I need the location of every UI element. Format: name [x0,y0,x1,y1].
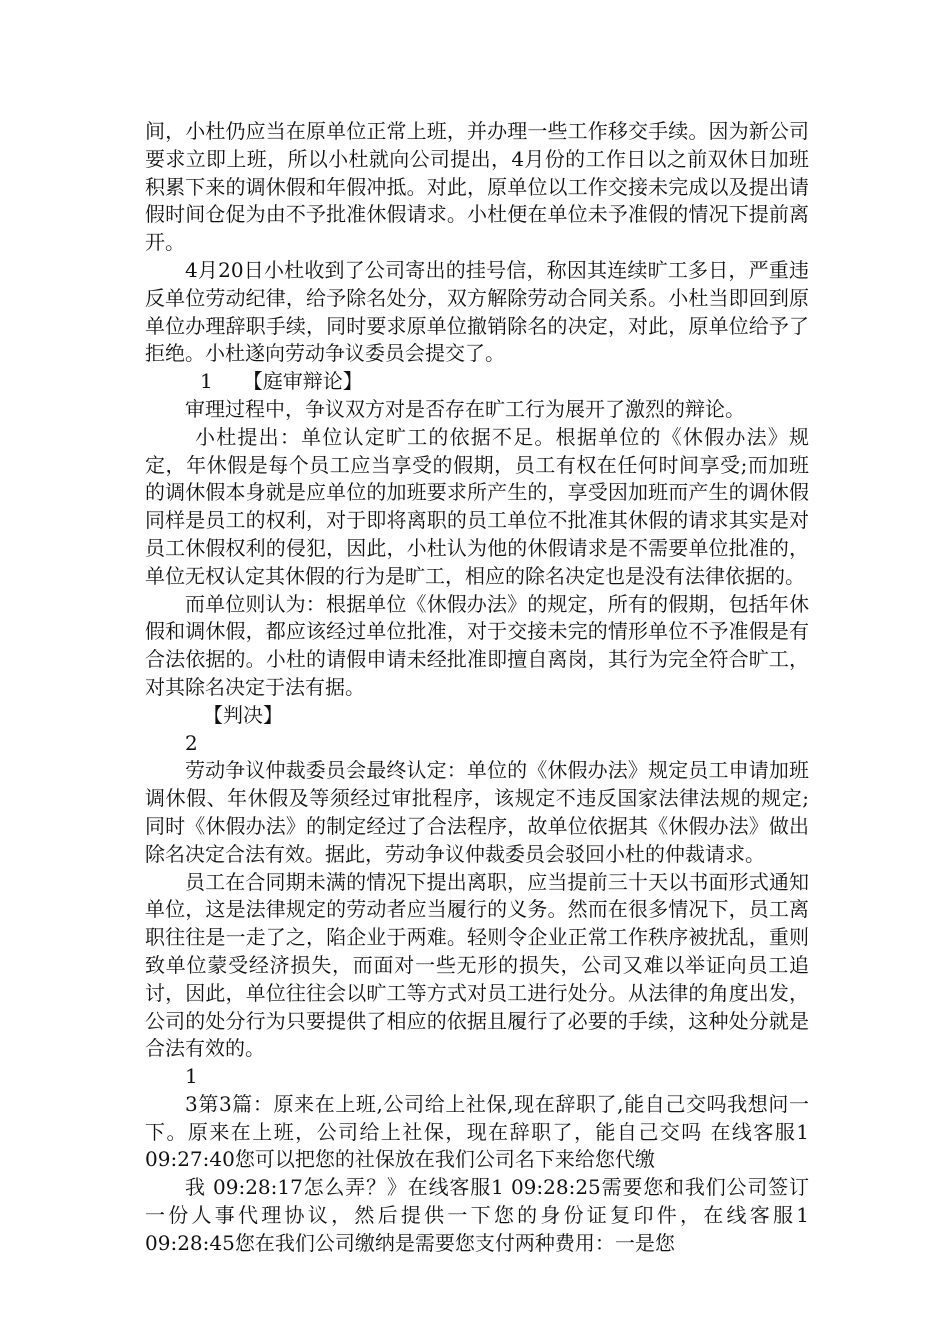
paragraph-3: 审理过程中，争议双方对是否存在旷工行为展开了激烈的辩论。 [185,396,745,421]
paragraph-5: 而单位则认为：根据单位《休假办法》的规定，所有的假期，包括年休假和调休假，都应该经过单位批准，对于交接未完的情形单位不予准假是有合法依据的。小杜的请假申请未经批准即擅自离岗，其行为完全符合旷工，对其除名决定于法有据。 [145,591,809,699]
paragraph-7: 员工在合同期未满的情况下提出离职，应当提前三十天以书面形式通知单位，这是法律规定的劳动者应当履行的义务。然而在很多情况下，员工离职往往是一走了之，陷企业于两难。轻则令企业正常工作秩序被扰乱，重则致单位蒙受经济损失，而面对一些无形的损失，公司又难以举证向员工追讨，因此，单位往往会以旷工等方式对员工进行处分。从法律的角度出发，公司的处分行为只要提供了相应的依据且履行了必要的手续，这种处分就是合法有效的。 [145,869,809,1061]
paragraph-6: 劳动争议仲裁委员会最终认定：单位的《休假办法》规定员工申请加班调休假、年休假及等须经过审批程序，该规定不违反国家法律法规的规定;同时《休假办法》的制定经过了合法程序，故单位依据其《休假办法》做出除名决定合法有效。据此，劳动争议仲裁委员会驳回小杜的仲裁请求。 [145,758,809,866]
paragraph-2: 4月20日小杜收到了公司寄出的挂号信，称因其连续旷工多日，严重违反单位劳动纪律，给予除名处分，双方解除劳动合同关系。小杜当即回到原单位办理辞职手续，同时要求原单位撤销除名的决定，对此，原单位给予了拒绝。小杜遂向劳动争议委员会提交了。 [145,257,809,366]
section-number: 1 [200,369,213,394]
paragraph-1: 间，小杜仍应当在原单位正常上班，并办理一些工作移交手续。因为新公司要求立即上班，所以小杜就向公司提出，4月份的工作日以之前双休日加班积累下来的调休假和年假冲抵。对此，原单位以工作交接未完成以及提出请假时间仓促为由不予批准休假请求。小杜便在单位未予准假的情况下提前离开。 [145,119,809,255]
section-number-3: 1 [185,1064,198,1089]
paragraph-9: 我 09:28:17怎么弄？》在线客服1 09:28:25需要您和我们公司签订一份人事代理协议，然后提供一下您的身份证复印件，在线客服1 09:28:45您在我们公司缴纳是需要您支付两种费用：一是您 [145,1175,809,1255]
document-page [145,118,809,1258]
section-title: 【庭审辩论】 [242,369,363,394]
section-number-2: 2 [185,730,198,755]
paragraph-4: 小杜提出：单位认定旷工的依据不足。根据单位的《休假办法》规定，年休假是每个员工应当享受的假期，员工有权在任何时间享受;而加班的调休假本身就是应单位的加班要求所产生的，享受因加班而产生的调休假同样是员工的权利，对于即将离职的员工单位不批准其休假的请求其实是对员工休假权利的侵犯，因此，小杜认为他的休假请求是不需要单位批准的，单位无权认定其休假的行为是旷工，相应的除名决定也是没有法律依据的。 [145,424,809,588]
paragraph-8: 3第3篇：原来在上班,公司给上社保,现在辞职了,能自己交吗我想问一下。原来在上班，公司给上社保，现在辞职了，能自己交吗 在线客服1 09:27:40您可以把您的社保放在我们公司名下来给您代缴 [145,1091,809,1172]
section-heading-judgment: 【判决】 [203,702,283,727]
section-heading-debate [145,368,809,396]
